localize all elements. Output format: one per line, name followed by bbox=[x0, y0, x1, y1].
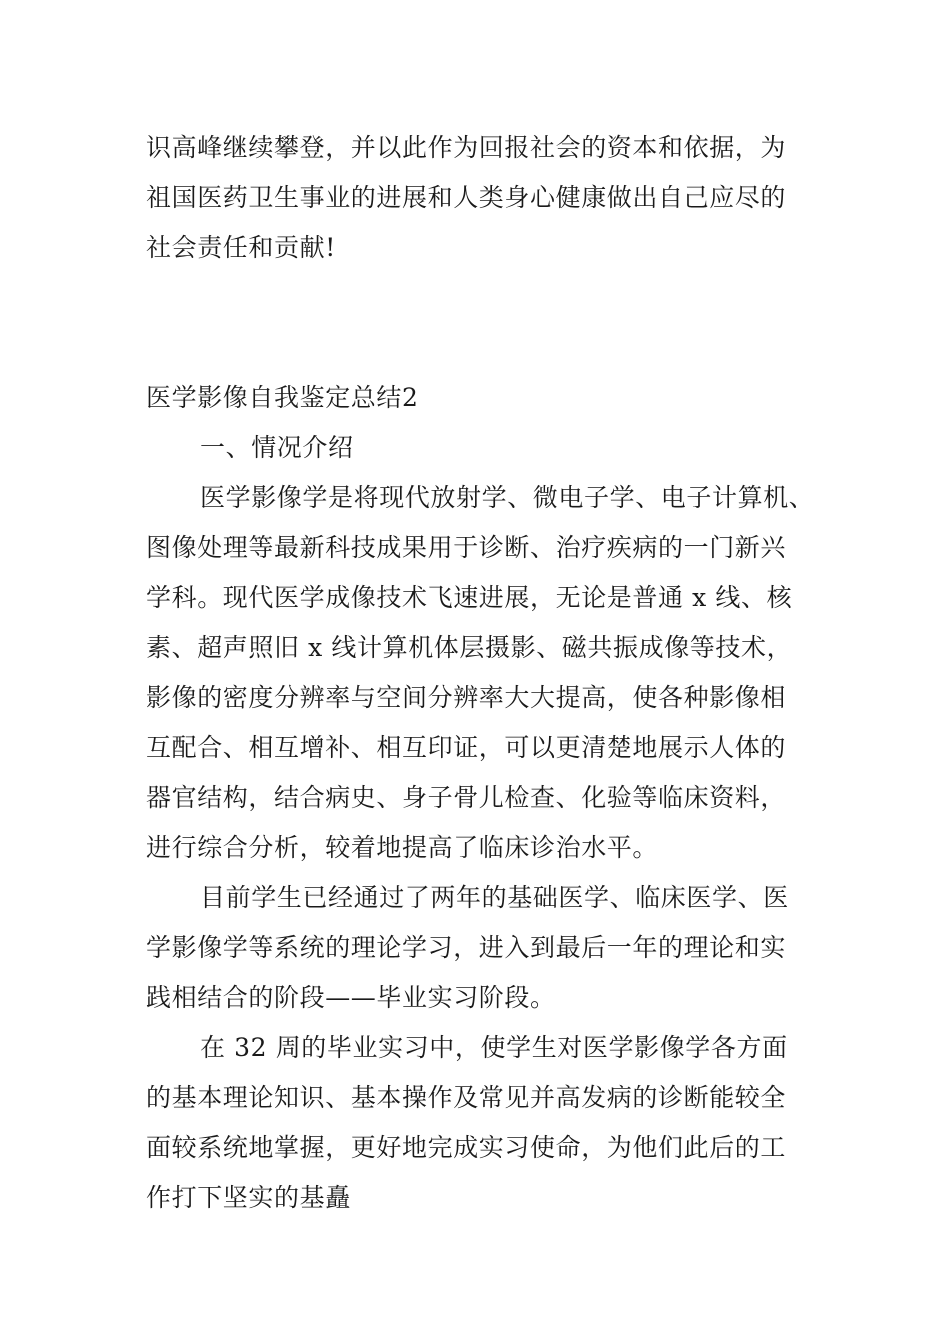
text-line: 作打下坚实的基矗 bbox=[146, 1183, 351, 1212]
text-line: 在 32 周的毕业实习中，使学生对医学影像学各方面 bbox=[200, 1033, 788, 1062]
text-line: 医学影像学是将现代放射学、微电子学、电子计算机、 bbox=[200, 483, 815, 512]
text-line: 素、超声照旧 x 线计算机体层摄影、磁共振成像等技术， bbox=[146, 633, 793, 662]
text-line: 学影像学等系统的理论学习，进入到最后一年的理论和实 bbox=[146, 933, 787, 962]
text-line: 的基本理论知识、基本操作及常见并高发病的诊断能较全 bbox=[146, 1083, 787, 1112]
text-line: 践相结合的阶段——毕业实习阶段。 bbox=[146, 983, 556, 1012]
text-line: 祖国医药卫生事业的进展和人类身心健康做出自己应尽的 bbox=[146, 183, 787, 212]
text-line: 社会责任和贡献! bbox=[146, 233, 336, 262]
text-line: 互配合、相互增补、相互印证，可以更清楚地展示人体的 bbox=[146, 733, 787, 762]
section-title: 医学影像自我鉴定总结2 bbox=[146, 383, 419, 412]
text-line: 学科。现代医学成像技术飞速进展，无论是普通 x 线、核 bbox=[146, 583, 793, 612]
subheading: 一、情况介绍 bbox=[200, 433, 354, 462]
text-line: 器官结构，结合病史、身子骨儿检查、化验等临床资料， bbox=[146, 783, 787, 812]
text-line: 进行综合分析，较着地提高了临床诊治水平。 bbox=[146, 833, 659, 862]
text-line: 识高峰继续攀登，并以此作为回报社会的资本和依据，为 bbox=[146, 133, 787, 162]
text-line: 影像的密度分辨率与空间分辨率大大提高，使各种影像相 bbox=[146, 683, 787, 712]
text-line: 图像处理等最新科技成果用于诊断、治疗疾病的一门新兴 bbox=[146, 533, 787, 562]
text-line: 目前学生已经通过了两年的基础医学、临床医学、医 bbox=[200, 883, 789, 912]
text-line: 面较系统地掌握，更好地完成实习使命，为他们此后的工 bbox=[146, 1133, 787, 1162]
